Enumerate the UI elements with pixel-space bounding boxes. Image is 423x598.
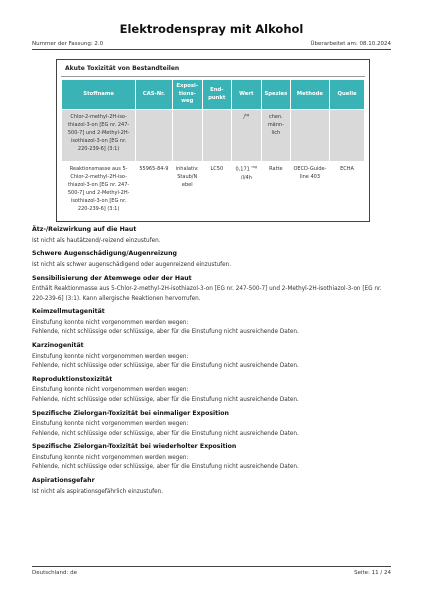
document-title: Elektrodenspray mit Alkohol — [119, 22, 304, 36]
section-text: Einstufung konnte nicht vorgenommen werden wegen: Fehlende, nicht schlüssige oder schlüssige, aber für die Einstufung nicht ausreichende Daten. — [32, 421, 299, 437]
value-unit-sup: mg — [251, 165, 258, 170]
column-header: Quelle — [330, 80, 365, 110]
cell-source — [330, 110, 365, 162]
cell-cas: 55965-84-9 — [136, 162, 172, 217]
section-heading: Karzinogenität — [32, 342, 84, 350]
column-header: Exposi- tions- weg — [172, 80, 202, 110]
cell-route — [172, 110, 202, 162]
column-header: End- punkt — [202, 80, 231, 110]
value-number: / — [243, 114, 246, 121]
toxicology-sections — [32, 226, 393, 501]
page-number: Seite: 11 / 24 — [354, 570, 391, 576]
header-divider — [32, 49, 391, 50]
section-heading: Reproduktionstoxizität — [32, 375, 113, 383]
section-text: Ist nicht als hautätzend/-reizend einzustufen. — [32, 237, 161, 244]
section-mutagenicity — [32, 308, 393, 337]
version-number: Nummer der Fassung: 2.0 — [32, 41, 104, 47]
section-text: Enthält Reaktionmasse aus 5-Chlor-2-methyl-2H-isothiazol-3-on [EG nr. 247-500-7] und 2-Methyl-2H-isothiazol-3-on [EG nr. 220-239-6] (3:1). Kann allergische Reaktionen hervorrufen. — [32, 286, 382, 302]
cell-endpoint — [202, 110, 231, 162]
cell-source: ECHA — [330, 162, 365, 217]
section-heading: Spezifische Zielorgan-Toxizität bei einmaliger Exposition — [32, 409, 229, 417]
section-heading: Keimzellmutagenität — [32, 308, 105, 316]
column-header: Methode — [290, 80, 329, 110]
cell-method — [290, 110, 329, 162]
section-stot-single — [32, 410, 393, 439]
section-eye-damage — [32, 250, 393, 270]
revision-date: Überarbeitet am: 08.10.2024 — [310, 41, 391, 47]
section-aspiration-hazard — [32, 477, 393, 497]
table-row — [62, 162, 365, 217]
value-number: 0,171 — [235, 166, 250, 173]
column-header: Spezies — [261, 80, 290, 110]
page-footer — [32, 570, 391, 576]
cell-value — [231, 110, 261, 162]
acute-toxicity-table-box — [56, 59, 370, 222]
footer-country: Deutschland: de — [32, 570, 77, 576]
cell-endpoint: LC50 — [202, 162, 231, 217]
cell-species: Ratte — [261, 162, 290, 217]
section-heading: Spezifische Zielorgan-Toxizität bei wiederholter Exposition — [32, 443, 237, 451]
cell-route: inhalativ: Staub/N ebel — [172, 162, 202, 217]
value-unit-sup: kg — [245, 113, 250, 118]
value-unit: /l/4h — [240, 174, 252, 181]
section-carcinogenicity — [32, 342, 393, 371]
cell-substance: Reaktionsmasse aus 5- Chlor-2-methyl-2H-iso- thiazol-3-on [EG nr. 247- 500-7] und 2-Methyl-2H- isothiazol-3-on [EG nr. 220-239-6] (3:1) — [62, 162, 136, 217]
section-text: Einstufung konnte nicht vorgenommen werden wegen: Fehlende, nicht schlüssige oder schlüssige, aber für die Einstufung nicht ausreichende Daten. — [32, 387, 299, 403]
cell-value — [231, 162, 261, 217]
section-heading: Ätz-/Reizwirkung auf die Haut — [32, 226, 137, 233]
section-heading: Aspirationsgefahr — [32, 477, 95, 485]
acute-toxicity-table — [61, 79, 365, 217]
section-sensitisation — [32, 275, 393, 304]
footer-divider — [32, 566, 391, 567]
section-text: Einstufung konnte nicht vorgenommen werden wegen: Fehlende, nicht schlüssige oder schlüssige, aber für die Einstufung nicht ausreichende Daten. — [32, 454, 299, 471]
column-header: Stoffname — [62, 80, 136, 110]
column-header: Wert — [231, 80, 261, 110]
section-skin-irritation — [32, 226, 393, 246]
section-heading: Schwere Augenschädigung/Augenreizung — [32, 250, 177, 258]
column-header: CAS-Nr. — [136, 80, 172, 110]
section-heading: Sensibilisierung der Atemwege oder der Haut — [32, 274, 192, 282]
section-text: Ist nicht als schwer augenschädigend oder augenreizend einzustufen. — [32, 261, 232, 268]
section-stot-repeated — [32, 443, 393, 472]
table-header-row — [62, 80, 365, 110]
table-caption: Akute Toxizität von Bestandteilen — [61, 65, 365, 77]
cell-substance: Chlor-2-methyl-2H-iso- thiazol-3-on [EG nr. 247- 500-7] und 2-Methyl-2H- isothiazol-3-on [EG nr. 220-239-6] (3:1) — [62, 110, 136, 162]
table-row — [62, 110, 365, 162]
cell-method: OECD-Guide- line 403 — [290, 162, 329, 217]
cell-species: chen. männ- lich — [261, 110, 290, 162]
section-text: Einstufung konnte nicht vorgenommen werden wegen: Fehlende, nicht schlüssige oder schlüssige, aber für die Einstufung nicht ausreichende Daten. — [32, 353, 299, 370]
section-text: Ist nicht als aspirationsgefährlich einzustufen. — [32, 488, 164, 495]
section-reproductive-toxicity — [32, 376, 393, 405]
cell-cas — [136, 110, 172, 162]
header-meta — [32, 41, 391, 47]
section-text: Einstufung konnte nicht vorgenommen werden wegen: Fehlende, nicht schlüssige oder schlüssige, aber für die Einstufung nicht ausreichende Daten. — [32, 320, 299, 336]
